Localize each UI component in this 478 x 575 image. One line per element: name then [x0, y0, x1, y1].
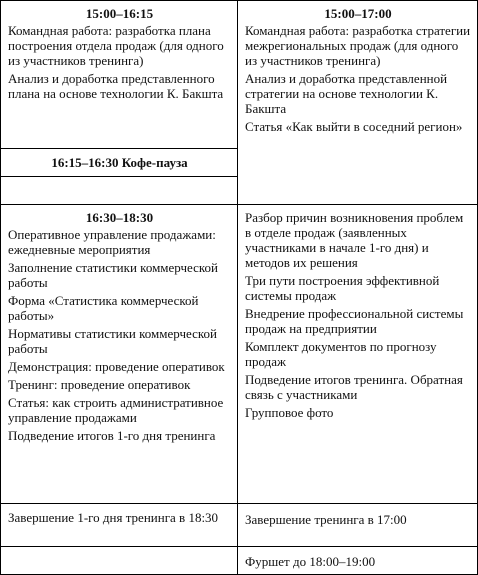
left-block-1 [1, 6, 237, 104]
buffet: Фуршет до 18:00–19:00 [245, 554, 376, 569]
end-training: Завершение тренинга в 17:00 [245, 512, 407, 527]
row-divider [238, 503, 477, 504]
left-block-2-item-3: Форма «Статистика коммерческой работы» [8, 293, 199, 323]
right-block-2-item-6: Групповое фото [245, 405, 334, 420]
row-divider [1, 148, 237, 149]
row-divider [238, 204, 477, 205]
row-divider [1, 204, 237, 205]
right-block-1-time: 15:00–17:00 [324, 6, 392, 21]
right-block-1-item-1: Командная работа: разработка стратегии межрегиональных продаж (для одного из участников тренинга) [245, 23, 471, 68]
end-day-1: Завершение 1-го дня тренинга в 18:30 [8, 510, 219, 525]
left-block-1-time: 15:00–16:15 [85, 6, 154, 21]
row-divider [1, 176, 237, 177]
left-block-1-item-2: Анализ и доработка представленного плана на основе технологии К. Бакшта [8, 71, 224, 101]
left-block-2-item-5: Демонстрация: проведение оперативок [8, 359, 225, 374]
left-block-2-item-6: Тренинг: проведение оперативок [8, 377, 191, 392]
right-block-1-item-3: Статья «Как выйти в соседний регион» [245, 119, 463, 134]
left-block-2-item-7: Статья: как строить административное управление продажами [8, 395, 224, 425]
right-block-2-item-2: Три пути построения эффективной системы продаж [245, 273, 440, 303]
right-block-1 [238, 6, 477, 137]
coffee-break: 16:15–16:30 Кофе-пауза [51, 155, 188, 170]
left-block-1-item-1: Командная работа: разработка плана построения отдела продаж (для одного из участников тренинга) [8, 23, 224, 68]
right-block-2 [238, 210, 477, 423]
right-block-2-item-5: Подведение итогов тренинга. Обратная связь с участниками [245, 372, 463, 402]
row-divider [1, 503, 237, 504]
left-block-2-item-2: Заполнение статистики коммерческой работы [8, 260, 218, 290]
left-block-2-item-4: Нормативы статистики коммерческой работы [8, 326, 217, 356]
row-divider [1, 546, 237, 547]
right-block-1-item-2: Анализ и доработка представленной стратегии на основе технологии К. Бакшта [245, 71, 448, 116]
right-block-2-item-1: Разбор причин возникновения проблем в отделе продаж (заявленных участниками в начале 1-го дня) и методов их решения [245, 210, 464, 270]
row-divider [238, 546, 477, 547]
right-block-2-item-3: Внедрение профессиональной системы продаж на предприятии [245, 306, 464, 336]
right-block-2-item-4: Комплект документов по прогнозу продаж [245, 339, 437, 369]
left-block-2-item-8: Подведение итогов 1-го дня тренинга [8, 428, 216, 443]
left-block-2-item-1: Оперативное управление продажами: ежедневные мероприятия [8, 227, 216, 257]
left-block-2-time: 16:30–18:30 [85, 210, 154, 225]
left-block-2 [1, 210, 237, 446]
